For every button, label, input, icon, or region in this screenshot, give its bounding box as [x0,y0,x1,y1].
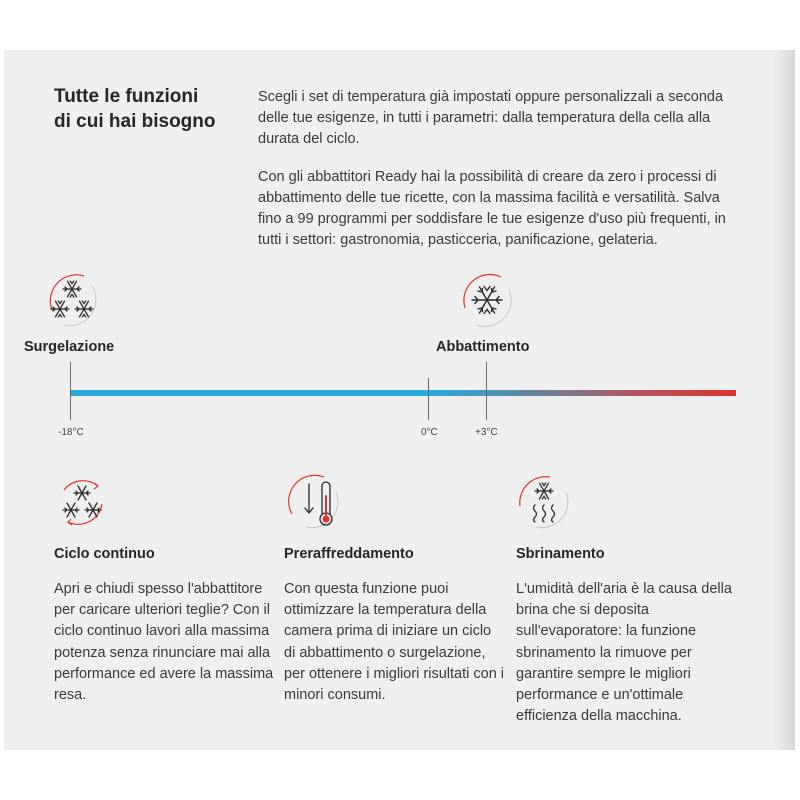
panel-edge-shadow [773,50,795,750]
intro-text [258,87,738,268]
thermometer-down-icon [286,474,342,530]
snowflake-icon [459,272,515,328]
functions-panel [4,50,795,750]
defrost-icon [516,474,572,530]
feature-title: Sbrinamento [516,546,605,562]
mode-label-surgelazione: Surgelazione [24,339,115,355]
feature-body: Apri e chiudi spesso l'abbattitore per caricare ulteriori teglie? Con il ciclo continuo lavori alla massima potenza senza rinunciare mai alla performance ed avere la massima resa. [54,581,274,704]
headline-line-2: di cui hai bisogno [54,111,216,132]
headline-line-1: Tutte le funzioni [54,86,199,107]
temperature-gradient-bar [70,390,736,396]
feature-body: Con questa funzione puoi ottimizzare la temperatura della camera prima di iniziare un ciclo di abbattimento o surgelazione, per ottenere i migliori risultati con i minori consumi. [284,581,505,704]
tick-label-zero: 0°C [421,427,438,438]
tick-minus-18 [70,362,71,420]
intro-paragraph-1: Scegli i set di temperatura già impostati oppure personalizzali a seconda delle tue esigenze, in tutti i parametri: dalla temperatura della cella alla durata del ciclo. [258,89,724,147]
feature-title: Preraffreddamento [284,546,414,562]
feature-title: Ciclo continuo [54,546,155,562]
intro-paragraph-2: Con gli abbattitori Ready hai la possibilità di creare da zero i processi di abbattimento delle tue ricette, con la massima facilità e versatilità. Salva fino a 99 programmi per soddisfare le tue esigenze d'uso più frequenti, in tutti i settori: gastronomia, pasticceria, panificazione, gelateria. [258,169,726,248]
tick-zero [428,378,429,420]
mode-label-abbattimento: Abbattimento [436,339,530,355]
three-snowflakes-icon [44,272,100,328]
cycle-snowflakes-icon [54,474,110,530]
tick-label-minus-18: -18°C [58,427,84,438]
section-headline [54,84,244,134]
feature-body: L'umidità dell'aria è la causa della brina che si deposita sull'evaporatore: la funzione sbrinamento la rimuove per garantire sempre le migliori performance e un'ottimale efficienza della macchina. [516,581,732,725]
tick-label-plus-3: +3°C [475,427,498,438]
tick-plus-3 [486,362,487,420]
